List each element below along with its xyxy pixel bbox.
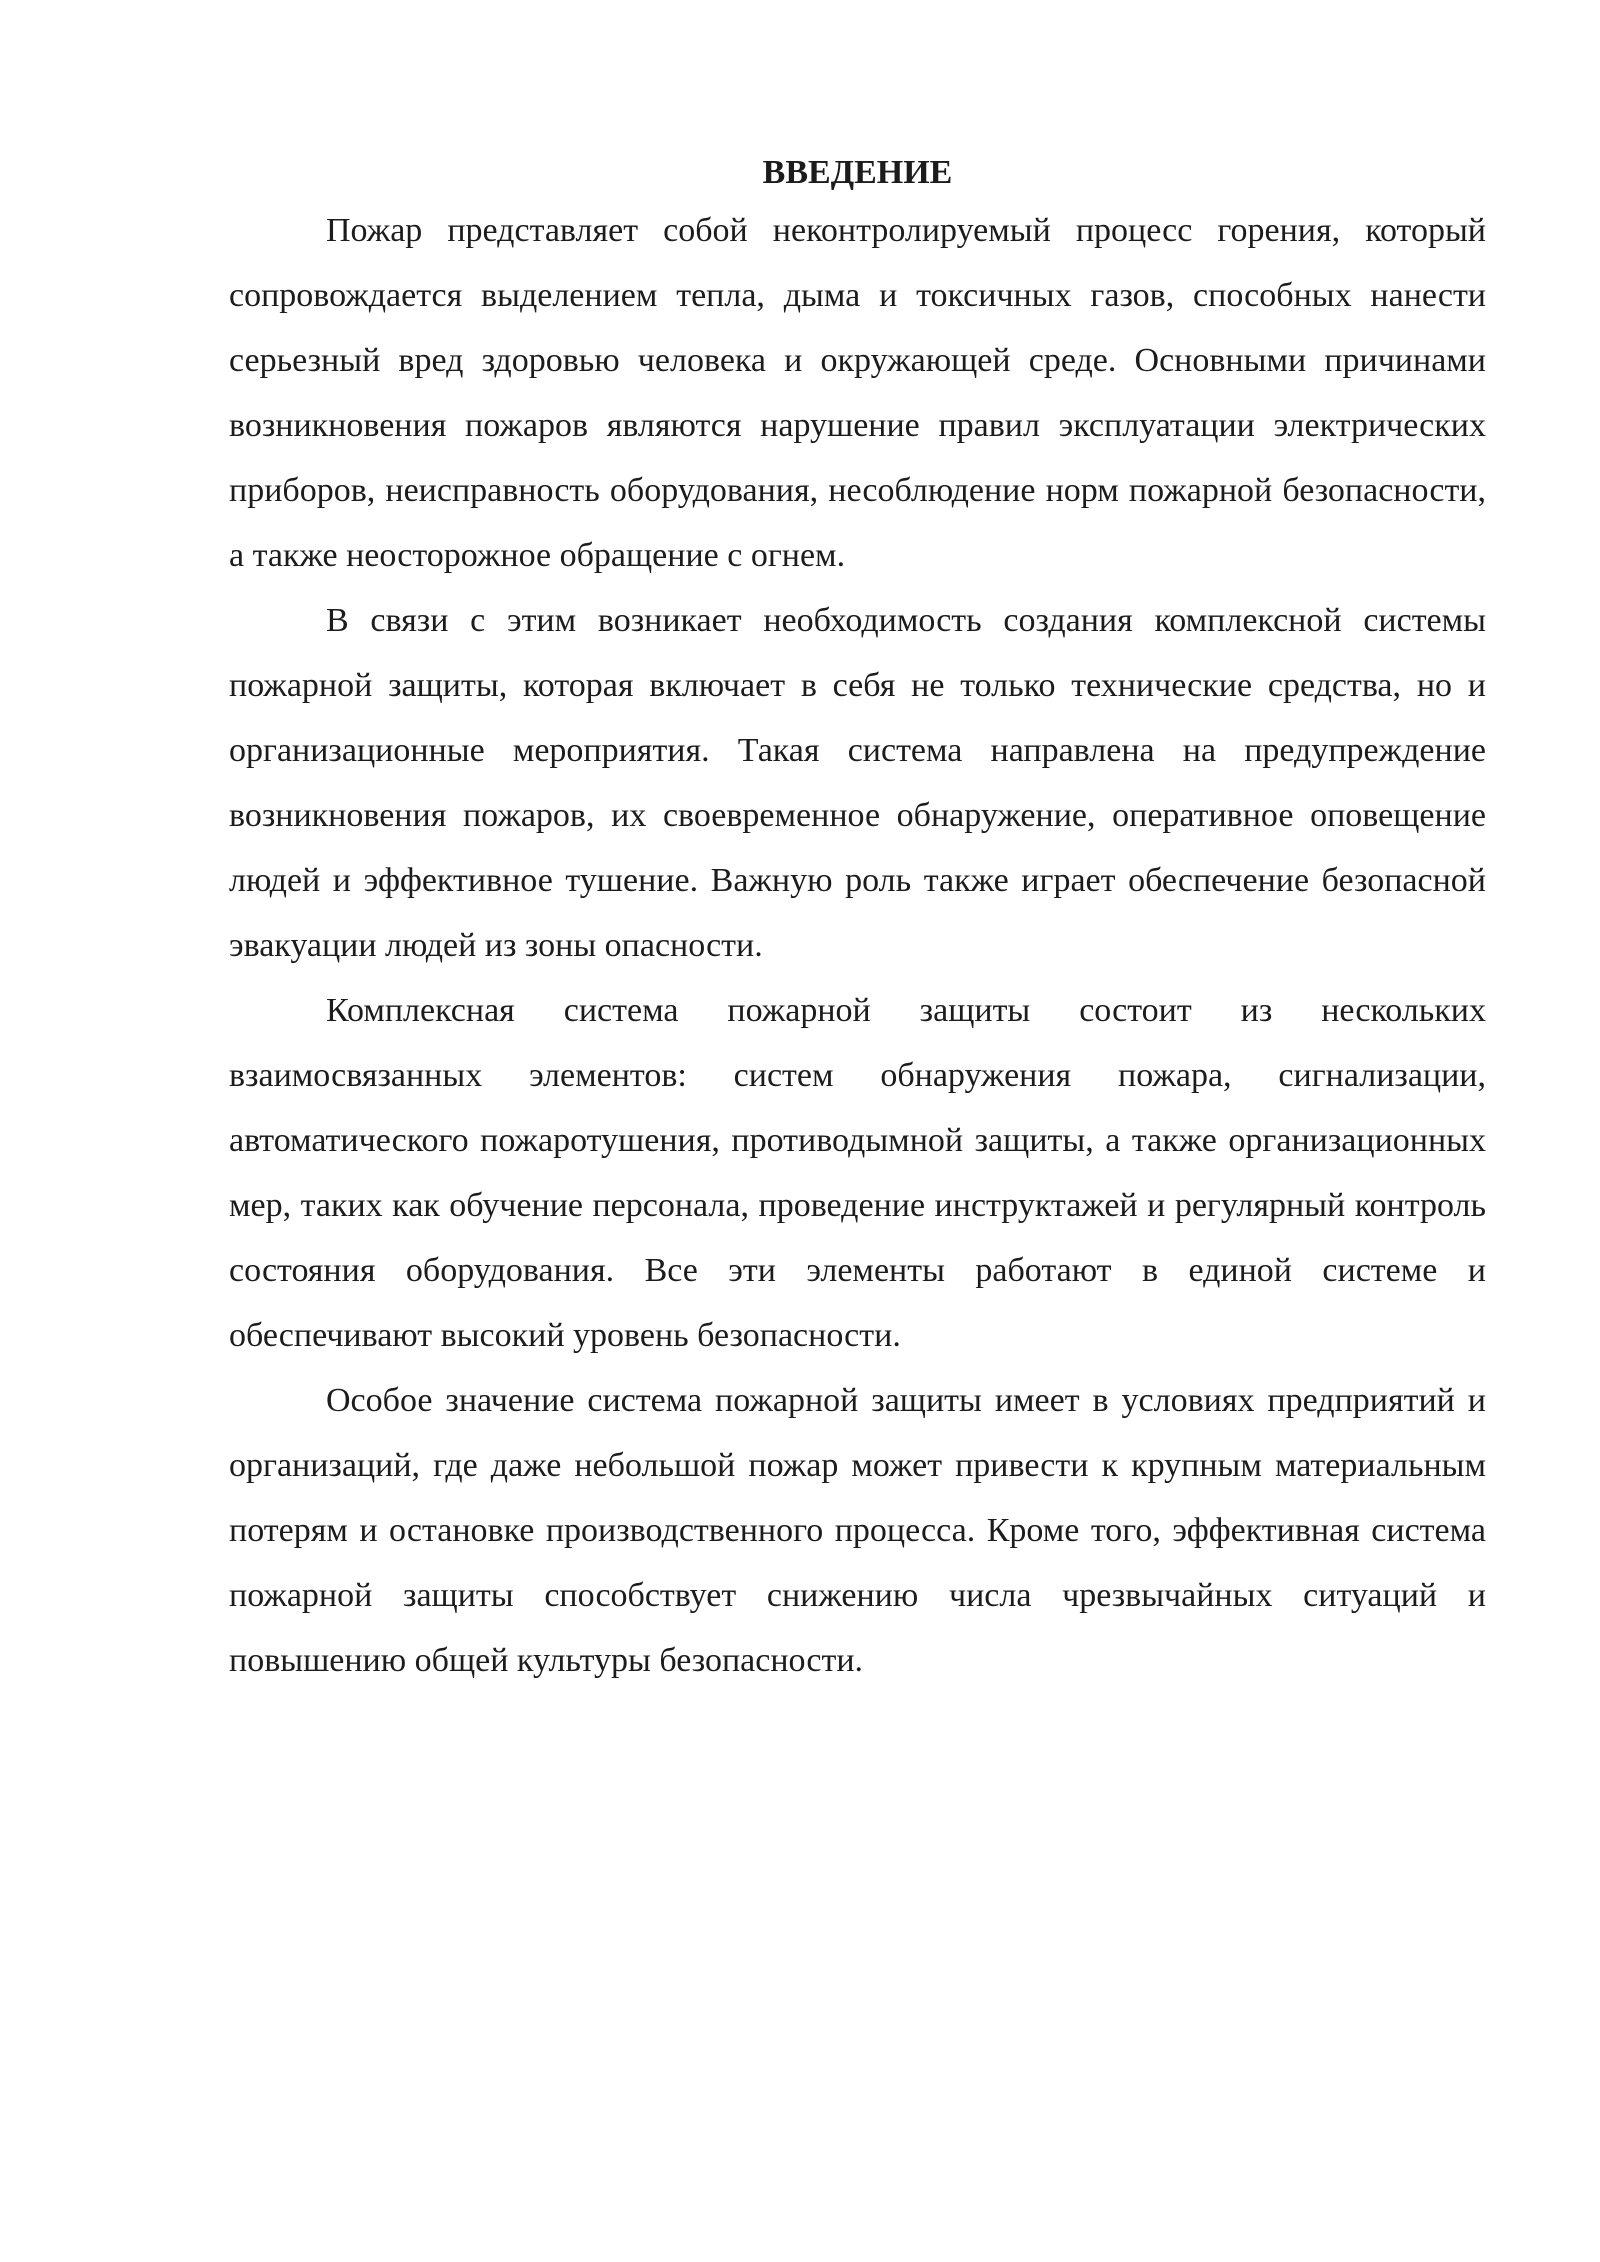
paragraph-2: В связи с этим возникает необходимость создания комплексной системы пожарной защиты, которая включает в себя не только технические средства, но и организационные мероприятия. Такая система направлена на предупреждение возникновения пожаров, их своевременное обнаружение, оперативное оповещение людей и эффективное тушение. Важную роль также играет обеспечение безопасной эвакуации людей из зоны опасности.: [229, 602, 1486, 964]
document-title: ВВЕДЕНИЕ: [762, 154, 953, 191]
document-body: [229, 148, 1486, 1693]
paragraph-4: Особое значение система пожарной защиты имеет в условиях предприятий и организаций, где даже небольшой пожар может привести к крупным материальным потерям и остановке производственного процесса. Кроме того, эффективная система пожарной защиты способствует снижению числа чрезвычайных ситуаций и повышению общей культуры безопасности.: [229, 1382, 1486, 1679]
paragraph-3: Комплексная система пожарной защиты состоит из нескольких взаимосвязанных элементов: систем обнаружения пожара, сигнализации, автоматического пожаротушения, противодымной защиты, а также организационных мер, таких как обучение персонала, проведение инструктажей и регулярный контроль состояния оборудования. Все эти элементы работают в единой системе и обеспечивают высокий уровень безопасности.: [229, 992, 1486, 1354]
paragraph-1: Пожар представляет собой неконтролируемый процесс горения, который сопровождается выделением тепла, дыма и токсичных газов, способных нанести серьезный вред здоровью человека и окружающей среде. Основными причинами возникновения пожаров являются нарушение правил эксплуатации электрических приборов, неисправность оборудования, несоблюдение норм пожарной безопасности, а также неосторожное обращение с огнем.: [229, 212, 1486, 574]
